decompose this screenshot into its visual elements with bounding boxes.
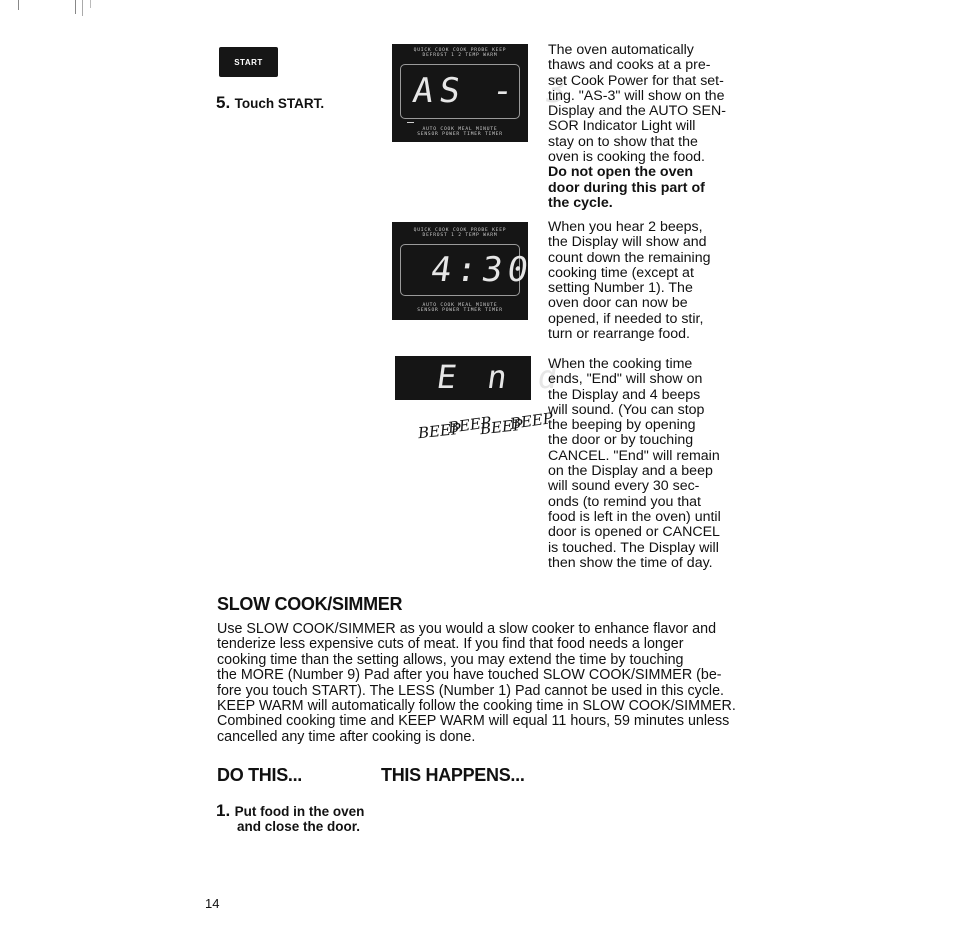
beep-sounds (417, 409, 555, 444)
text-line: Use SLOW COOK/SIMMER as you would a slow cooker to enhance flavor and (217, 621, 717, 637)
text-line: fore you touch START). The LESS (Number 1) Pad cannot be used in this cycle. (217, 682, 724, 699)
text-line: will sound every 30 sec- (548, 478, 700, 495)
display-top-label: QUICK COOK COOK PROBE KEEP (413, 228, 507, 233)
text-line: cancelled any time after cooking is done. (217, 728, 476, 745)
text-line: the MORE (Number 9) Pad after you have touched SLOW COOK/SIMMER (be- (217, 667, 722, 684)
scan-mark (82, 0, 83, 16)
column-heading-do-this: DO THIS... (217, 765, 303, 785)
paragraph-as3-description (548, 43, 748, 211)
display-top-label: DEFROST 1 2 TEMP WARM (422, 53, 498, 59)
paragraph-end-description (548, 357, 748, 571)
text-line: setting Number 1). The (548, 280, 693, 297)
text-line: The oven automatically (548, 42, 694, 58)
display-screen (400, 244, 536, 296)
text-line: then show the time of day. (548, 554, 713, 571)
text-line: on the Display and a beep (548, 463, 713, 480)
text-line: When the cooking time (548, 356, 693, 372)
beep-text: BEEP (508, 409, 555, 433)
text-line: ends, "End" will show on (548, 371, 703, 388)
step-text: Put food in the oven (234, 804, 365, 819)
warning-line: the cycle. (548, 194, 613, 211)
text-line: set Cook Power for that set- (548, 72, 724, 89)
display-readout: 4:30 (428, 250, 536, 290)
text-line: the Display and 4 beeps (548, 386, 701, 403)
warning-line: Do not open the oven (548, 164, 694, 181)
section-intro (217, 622, 747, 745)
display-top-label: QUICK COOK COOK PROBE KEEP (413, 48, 507, 53)
beep-text: BEEP (479, 415, 524, 439)
section-heading: SLOW COOK/SIMMER (217, 594, 403, 614)
display-readout: E n d (434, 358, 566, 396)
beep-text: BEEP (417, 419, 462, 443)
step-number: 1. (216, 801, 231, 820)
paragraph-countdown-description (548, 220, 748, 342)
oven-display-as3 (392, 44, 575, 142)
column-heading-this-happens: THIS HAPPENS... (381, 765, 525, 785)
text-line: Display and the AUTO SEN- (548, 103, 726, 120)
start-key-illustration: START (219, 47, 278, 77)
oven-display-end (395, 356, 566, 400)
oven-display-countdown (392, 222, 536, 320)
scan-mark (18, 0, 19, 10)
text-line: is touched. The Display will (548, 539, 719, 556)
text-line: cooking time than the setting allows, you may extend the time by touching (217, 651, 684, 668)
text-line: will sound. (You can stop (548, 401, 705, 418)
text-line: Combined cooking time and KEEP WARM will equal 11 hours, 59 minutes unless (217, 713, 730, 730)
text-line: SOR Indicator Light will (548, 118, 696, 135)
text-line: oven door can now be (548, 295, 688, 312)
scan-mark (75, 0, 76, 14)
step-number: 5. (216, 93, 231, 112)
text-line: oven is cooking the food. (548, 149, 705, 166)
display-bottom-label: AUTO COOK MEAL MINUTE (422, 127, 498, 132)
text-line: the door or by touching (548, 432, 694, 449)
text-line: cooking time (except at (548, 264, 694, 281)
step-5 (216, 93, 324, 113)
text-line: the Display will show and (548, 234, 707, 251)
text-line: KEEP WARM will automatically follow the cooking time in SLOW COOK/SIMMER. (217, 698, 736, 715)
page-number: 14 (205, 896, 220, 911)
text-line: ting. "AS-3" will show on the (548, 87, 725, 104)
text-line: CANCEL. "End" will remain (548, 447, 720, 464)
text-line: stay on to show that the (548, 133, 698, 150)
beep-text: BEEP (446, 413, 493, 437)
text-line: count down the remaining (548, 249, 711, 266)
step-1 (216, 801, 364, 821)
text-line: tenderize less expensive cuts of meat. If you find that food needs a longer (217, 636, 684, 653)
auto-sensor-indicator-light (407, 122, 414, 123)
step-text: Touch START. (234, 96, 325, 111)
scan-mark (90, 0, 91, 8)
text-line: When you hear 2 beeps, (548, 219, 703, 235)
display-bottom-label: SENSOR POWER TIMER TIMER (417, 132, 503, 138)
display-readout: AS - 3 (410, 71, 575, 111)
text-line: opened, if needed to stir, (548, 310, 704, 327)
text-line: the beeping by opening (548, 417, 696, 434)
warning-line: door during this part of (548, 179, 705, 196)
display-bottom-label: SENSOR POWER TIMER TIMER (417, 308, 503, 314)
text-line: onds (to remind you that (548, 493, 701, 510)
text-line: turn or rearrange food. (548, 326, 690, 343)
text-line: food is left in the oven) until (548, 508, 721, 525)
display-top-label: DEFROST 1 2 TEMP WARM (422, 233, 498, 239)
step-text: and close the door. (237, 819, 361, 834)
text-line: door is opened or CANCEL (548, 524, 720, 541)
text-line: thaws and cooks at a pre- (548, 57, 711, 74)
display-screen (400, 64, 575, 119)
display-bottom-label: AUTO COOK MEAL MINUTE (422, 303, 498, 308)
